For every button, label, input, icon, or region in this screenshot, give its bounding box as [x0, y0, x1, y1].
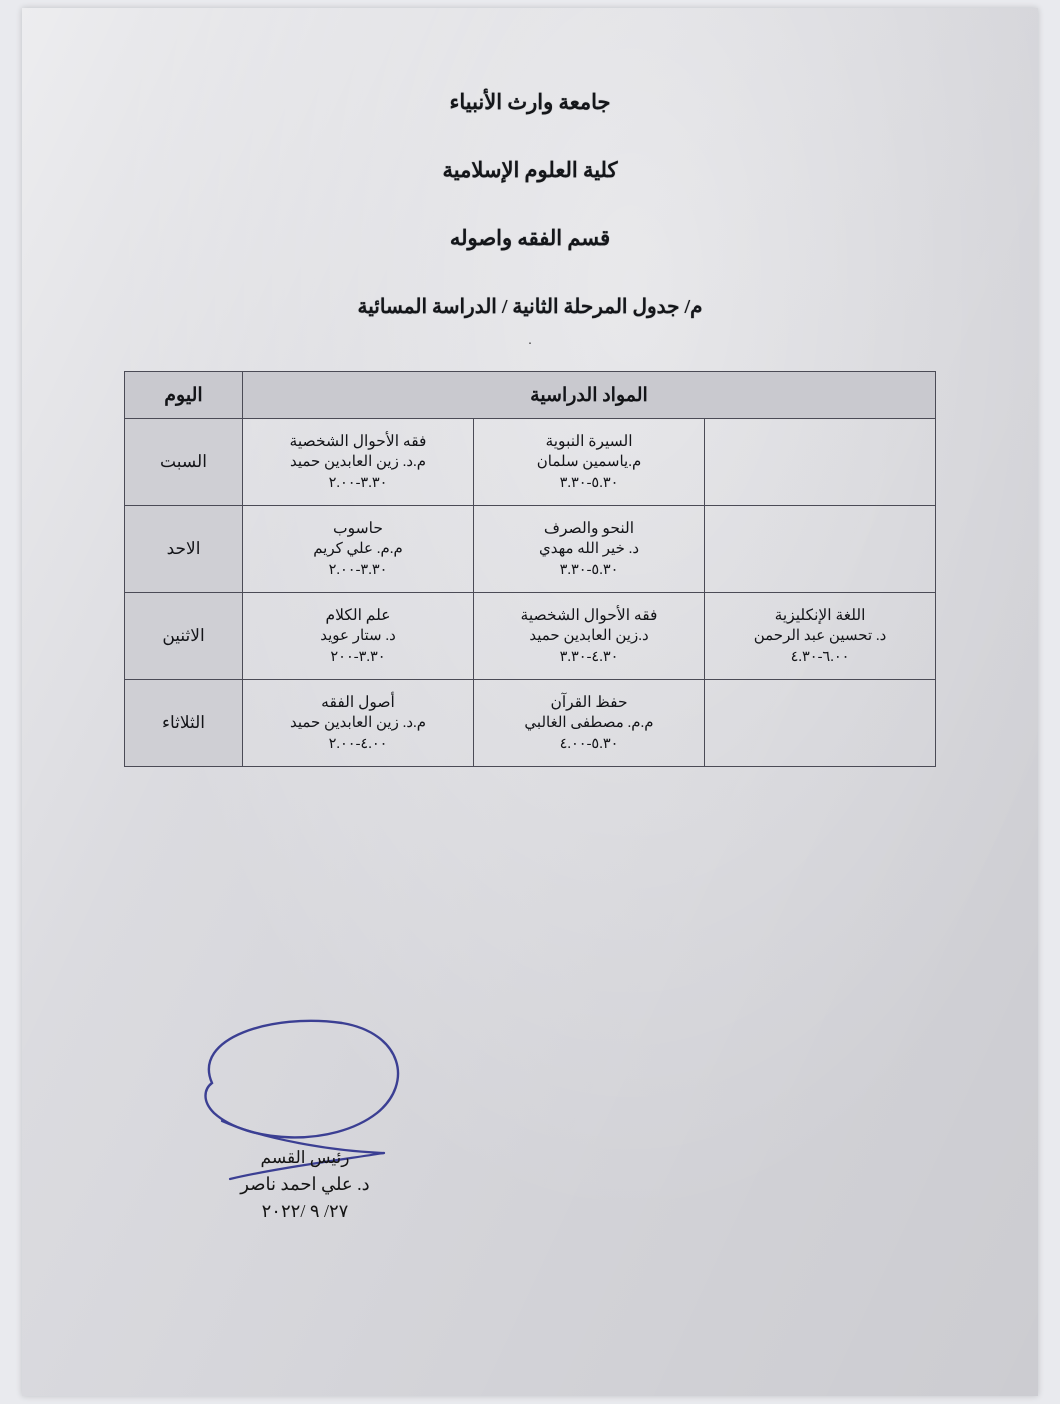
slot-title: أصول الفقه: [321, 693, 395, 711]
day-label: السبت: [125, 419, 243, 506]
slot-teacher: م.د. زين العابدين حميد: [289, 715, 427, 732]
table-row: [125, 593, 936, 680]
slot-title: حفظ القرآن: [550, 693, 628, 711]
signature-name: د. علي احمد ناصر: [240, 1173, 370, 1194]
schedule-slot: [474, 593, 705, 680]
separator-dot: .: [528, 333, 532, 348]
slot-teacher: د.زين العابدين حميد: [529, 628, 649, 645]
signature-date: ٢٧/ ٩ /٢٠٢٢: [261, 1200, 349, 1221]
table-row: [125, 419, 936, 506]
schedule-table-wrapper: [124, 371, 936, 767]
signature-caption: [190, 1145, 420, 1225]
table-header-row: [125, 372, 936, 419]
university-name: جامعة وارث الأنبياء: [449, 90, 611, 114]
schedule-slot: [243, 506, 474, 593]
table-row: [125, 680, 936, 767]
schedule-slot: [705, 593, 936, 680]
slot-time: ٥.٣٠-٣.٣٠: [559, 562, 619, 579]
header-subjects: المواد الدراسية: [243, 372, 936, 419]
schedule-slot: [705, 680, 936, 767]
slot-time: ٣.٣٠-٢.٠٠: [328, 562, 388, 579]
slot-time: ٣.٣٠-٢.٠٠: [328, 475, 388, 492]
slot-teacher: م.م. علي كريم: [313, 541, 403, 558]
slot-title: السيرة النبوية: [545, 432, 633, 450]
slot-title: النحو والصرف: [543, 519, 635, 537]
college-name: كلية العلوم الإسلامية: [442, 158, 618, 182]
schedule-slot: [705, 419, 936, 506]
slot-time: ٣.٣٠-٢٠٠: [330, 649, 386, 666]
slot-time: ٦.٠٠-٤.٣٠: [790, 649, 850, 666]
slot-title: اللغة الإنكليزية: [774, 606, 866, 624]
table-row: [125, 506, 936, 593]
scanned-document-page: [22, 8, 1038, 1396]
schedule-slot: [474, 419, 705, 506]
slot-teacher: م.د. زين العابدين حميد: [289, 454, 427, 471]
slot-title: فقه الأحوال الشخصية: [289, 432, 427, 450]
schedule-slot: [243, 680, 474, 767]
signature-role: رئيس القسم: [260, 1148, 350, 1167]
slot-teacher: م.ياسمين سلمان: [536, 454, 642, 471]
slot-title: فقه الأحوال الشخصية: [520, 606, 658, 624]
schedule-slot: [474, 506, 705, 593]
schedule-table: [124, 371, 936, 767]
slot-teacher: د. ستار عويد: [320, 628, 396, 645]
schedule-slot: [243, 593, 474, 680]
slot-time: ٥.٣٠-٣.٣٠: [559, 475, 619, 492]
document-headings: [22, 8, 1038, 319]
schedule-slot: [705, 506, 936, 593]
slot-title: علم الكلام: [325, 606, 391, 624]
day-label: الاحد: [125, 506, 243, 593]
slot-time: ٤.٠٠-٢.٠٠: [328, 736, 388, 753]
schedule-slot: [243, 419, 474, 506]
document-subject-line: م/ جدول المرحلة الثانية / الدراسة المسائية: [357, 296, 703, 318]
slot-time: ٤.٣٠-٣.٣٠: [559, 649, 619, 666]
slot-title: حاسوب: [333, 519, 383, 537]
schedule-slot: [474, 680, 705, 767]
slot-teacher: د. تحسين عبد الرحمن: [753, 628, 887, 645]
slot-teacher: د. خير الله مهدي: [538, 541, 640, 558]
day-label: الاثنين: [125, 593, 243, 680]
slot-teacher: م.م. مصطفى الغالبي: [524, 715, 654, 732]
header-day: اليوم: [125, 372, 243, 419]
day-label: الثلاثاء: [125, 680, 243, 767]
department-name: قسم الفقه واصوله: [449, 226, 611, 250]
slot-time: ٥.٣٠-٤.٠٠: [559, 736, 619, 753]
signature-block: [152, 993, 492, 1253]
